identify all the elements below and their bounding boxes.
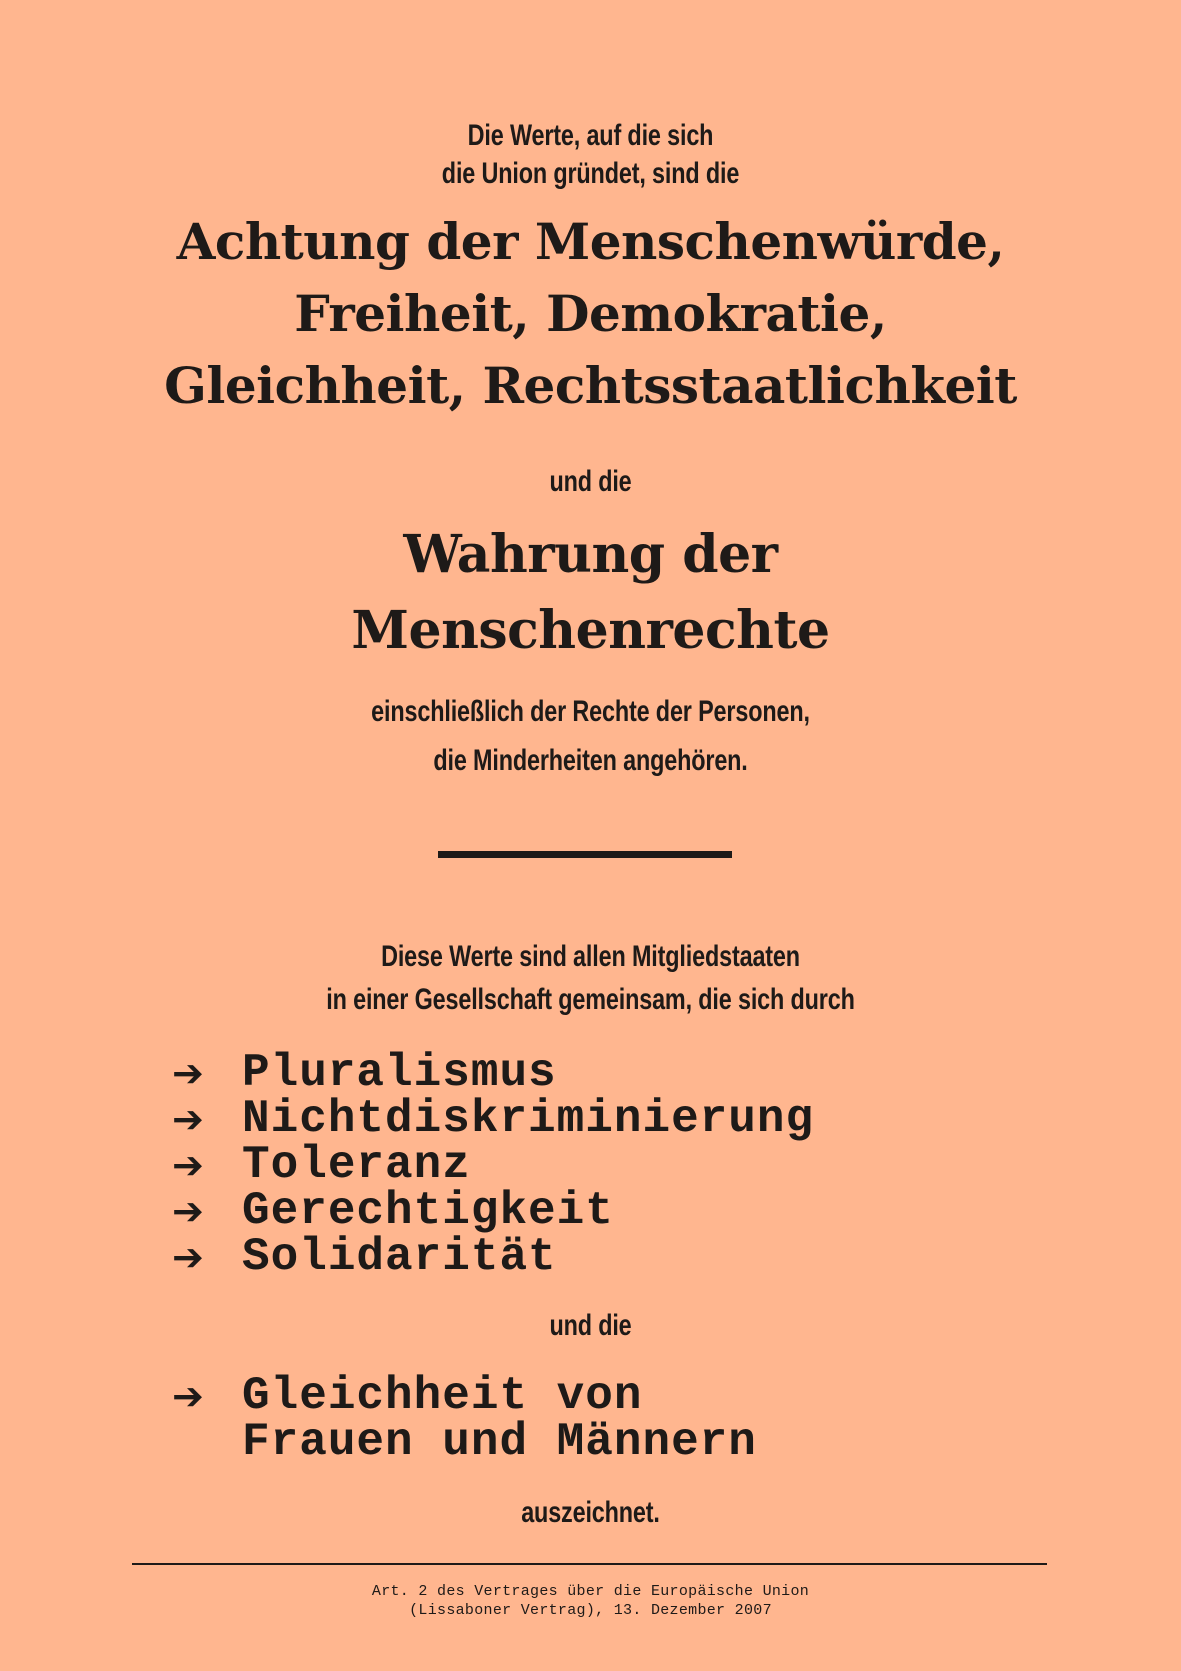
list-item-label: Pluralismus — [242, 1047, 557, 1099]
arrow-right-icon: ➔ — [172, 1374, 204, 1418]
second-intro-line-1: Diese Werte sind allen Mitgliedstaaten — [381, 940, 800, 973]
rights-headline-line-2: Menschenrechte — [351, 600, 830, 661]
divider-long — [132, 1563, 1047, 1565]
connector-und-die-1: und die — [549, 465, 632, 498]
second-intro-line-2: in einer Gesellschaft gemeinsam, die sich durch — [326, 983, 855, 1016]
arrow-right-icon: ➔ — [172, 1235, 204, 1279]
list-item — [172, 1139, 814, 1191]
values-headline-line-2: Freiheit, Demokratie, — [294, 284, 887, 343]
minorities-line-2: die Minderheiten angehören. — [433, 744, 748, 777]
connector-und-die-2: und die — [549, 1309, 632, 1342]
divider-short — [438, 851, 732, 858]
arrow-right-icon: ➔ — [172, 1189, 204, 1233]
list-item — [172, 1370, 757, 1422]
list-item — [172, 1185, 814, 1237]
intro-line-2: die Union gründet, sind die — [441, 157, 740, 190]
list-item — [172, 1231, 814, 1283]
minorities-line-1: einschließlich der Rechte der Personen, — [371, 695, 810, 728]
values-headline-line-3: Gleichheit, Rechtsstaatlichkeit — [164, 356, 1017, 415]
rights-headline-line-1: Wahrung der — [403, 524, 778, 585]
arrow-right-icon: ➔ — [172, 1143, 204, 1187]
list-item-label: Solidarität — [242, 1231, 557, 1283]
closing-word: auszeichnet. — [521, 1496, 660, 1529]
final-item-line-2: Frauen und Männern — [242, 1416, 757, 1468]
final-item-continuation — [172, 1416, 757, 1468]
citation-line-2: (Lissaboner Vertrag), 13. Dezember 2007 — [409, 1602, 772, 1619]
list-item-label: Gerechtigkeit — [242, 1185, 614, 1237]
citation-line-1: Art. 2 des Vertrages über die Europäische Union — [371, 1583, 810, 1600]
arrow-right-icon: ➔ — [172, 1097, 204, 1141]
list-item-label: Toleranz — [242, 1139, 471, 1191]
values-list — [172, 1047, 815, 1283]
arrow-right-icon: ➔ — [172, 1051, 204, 1095]
values-headline-line-1: Achtung der Menschenwürde, — [176, 212, 1005, 271]
final-item — [172, 1370, 757, 1468]
list-item — [172, 1093, 815, 1145]
list-item — [172, 1047, 814, 1099]
list-item-label: Nichtdiskriminierung — [242, 1093, 815, 1145]
final-item-line-1: Gleichheit von — [242, 1370, 643, 1422]
intro-line-1: Die Werte, auf die sich — [467, 119, 714, 152]
